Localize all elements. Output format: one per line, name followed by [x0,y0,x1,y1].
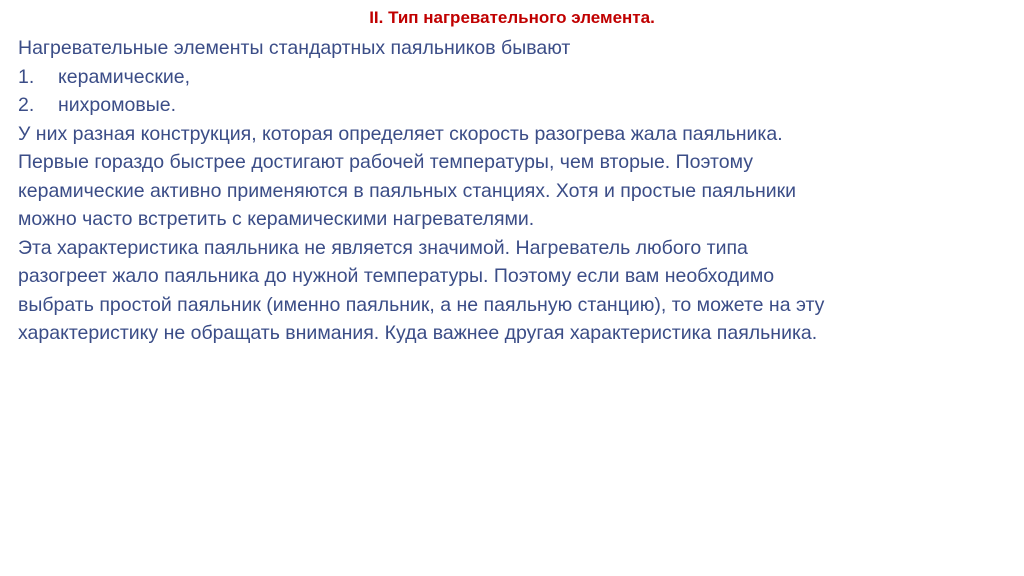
list-item [18,91,1008,120]
paragraph-2-line: Эта характеристика паяльника не является значимой. Нагреватель любого типа [18,236,748,259]
paragraph-1-line: Первые гораздо быстрее достигают рабочей температуры, чем вторые. Поэтому [18,151,753,173]
paragraph-1-line: можно часто встретить с керамическими нагревателями. [18,208,535,230]
list-number: 2. [18,94,35,116]
list-number: 1. [18,65,35,88]
paragraph-1-line: керамические активно применяются в паяльных станциях. Хотя и простые паяльники [18,179,797,202]
list-item-text: керамические, [58,65,191,88]
paragraph-2-line: разогреет жало паяльника до нужной температуры. Поэтому если вам необходимо [18,265,775,287]
intro-text: Нагревательные элементы стандартных паяльников бывают [18,37,571,59]
slide-title: II. Тип нагревательного элемента. [369,8,655,27]
list-item [18,63,1008,92]
slide-content [18,34,1008,348]
paragraph-2-line: выбрать простой паяльник (именно паяльник, а не паяльную станцию), то можете на эту [18,293,825,316]
list-item-text: нихромовые. [58,94,176,116]
paragraph-1-line: У них разная конструкция, которая определяет скорость разогрева жала паяльника. [18,122,783,145]
paragraph-2-line: характеристику не обращать внимания. Куда важнее другая характеристика паяльника. [18,322,818,344]
